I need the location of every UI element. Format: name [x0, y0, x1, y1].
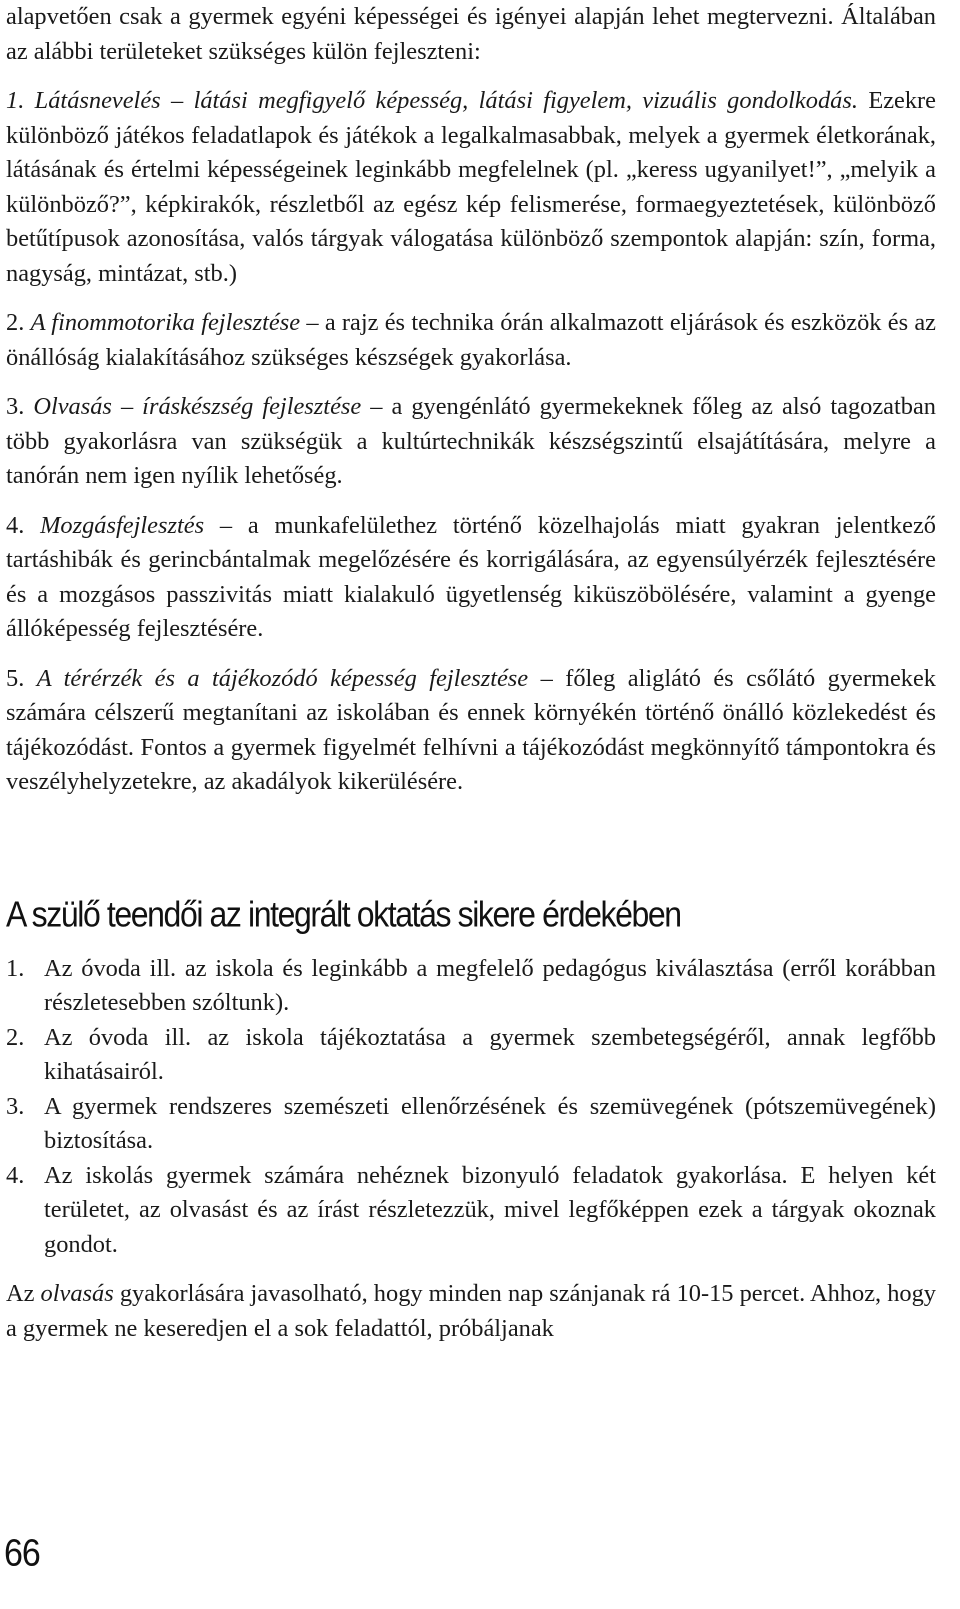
paragraph-number: 5.: [6, 664, 37, 692]
paragraph-title: A térérzék és a tájékozódó képesség fejlesztése: [36, 664, 529, 692]
list-item-number: 2.: [6, 1023, 25, 1051]
list-item-text: Az óvoda ill. az iskola tájékoztatása a gyermek szembetegségéről, annak legfőbb kihatásairól.: [44, 1023, 936, 1085]
closing-text-before: Az: [6, 1280, 41, 1307]
paragraph-text: – a munkafelülethez történő közelhajolás miatt gyakran jelentkező tartáshibák és gerincbántalmak megelőzésére és korrigálására, az egyensúlyérzék fejlesztésére és a mozgásos passzivitás miatt kialakuló ügyetlenség kiküszöbölésére, valamint a gyenge állóképesség fejlesztésére.: [6, 511, 936, 642]
list-item-number: 3.: [6, 1092, 25, 1120]
closing-paragraph: [6, 1277, 936, 1346]
list-item-text: Az iskolás gyermek számára nehéznek bizonyuló feladatok gyakorlása. E helyen két területet, az olvasást és az írást részletezzük, mivel legfőképpen ezek a tárgyak okoznak gondot.: [44, 1161, 936, 1258]
paragraph-number: 3.: [6, 393, 34, 420]
list-item: [6, 1021, 936, 1090]
list-item-text: Az óvoda ill. az iskola és leginkább a megfelelő pedagógus kiválasztása (erről korábban részletesebben szóltunk).: [44, 954, 936, 1016]
list-item-text: A gyermek rendszeres szemészeti ellenőrzésének és szemüvegének (pótszemüvegének) biztosítása.: [44, 1092, 936, 1154]
parent-tasks-list: [6, 952, 936, 1263]
paragraph-title: Olvasás – íráskészség fejlesztése: [33, 393, 362, 420]
paragraph-title: A finommotorika fejlesztése: [30, 309, 301, 336]
paragraph-text: Ezekre különböző játékos feladatlapok és játékok a legalkalmasabbak, melyek a gyermek életkorának, látásának és értelmi képességeinek leginkább megfelelnek (pl. „keress ugyanilyet!”, „melyik a különböző?”, képkirakók, részletből az egész kép felismerése, formaegyeztetések, különböző betűtípusok azonosítása, valós tárgyak válogatása különböző szempontok alapján: szín, forma, nagyság, mintázat, stb.): [6, 87, 937, 287]
list-item: [6, 952, 936, 1021]
paragraph-movement: [6, 509, 936, 647]
paragraph-orientation: [6, 662, 936, 800]
paragraph-text: – főleg aliglátó és csőlátó gyermekek számára célszerű megtanítani az iskolában és ennek környékén történő önálló közlekedést és tájékozódást. Fontos a gyermek figyelmét felhívni a tájékozódást megkönnyítő támpontokra és veszélyhelyzetekre, az akadályok kikerülésére.: [6, 664, 936, 795]
closing-emphasis: olvasás: [40, 1280, 114, 1307]
paragraph-lead: 1. Látásnevelés – látási megfigyelő képesség, látási figyelem, vizuális gondolkodás.: [6, 87, 858, 114]
document-page: [6, 0, 936, 1346]
page-number: 66: [4, 1532, 40, 1575]
list-item: [6, 1090, 936, 1159]
list-item-number: 4.: [6, 1161, 25, 1189]
paragraph-text: – a gyengénlátó gyermekeknek főleg az alsó tagozatban több gyakorlásra van szükségük a kultúrtechnikák készségszintű elsajátítására, melyre a tanórán nem igen nyílik lehetőség.: [6, 393, 936, 489]
list-item: [6, 1159, 936, 1263]
list-item-number: 1.: [6, 954, 25, 982]
paragraph-number: 4.: [6, 511, 41, 539]
intro-paragraph: alapvetően csak a gyermek egyéni képességei és igényei alapján lehet megtervezni. Általában az alábbi területeket szükséges külön fejleszteni:: [6, 3, 936, 65]
closing-text-after: gyakorlására javasolható, hogy minden nap szánjanak rá 10-15 percet. Ahhoz, hogy a gyermek ne keseredjen el a sok feladattól, próbáljanak: [6, 1280, 936, 1342]
paragraph-text: – a rajz és technika órán alkalmazott eljárások és eszközök és az önállóság kialakításához szükséges készségek gyakorlása.: [6, 309, 936, 371]
paragraph-title: Mozgásfejlesztés: [40, 511, 205, 539]
paragraph-fine-motor: [6, 306, 936, 375]
paragraph-number: 2.: [6, 309, 31, 336]
paragraph-visual-training: [6, 84, 936, 291]
section-heading: A szülő teendői az integrált oktatás sikere érdekében: [6, 893, 681, 934]
paragraph-reading-writing: [6, 390, 936, 494]
